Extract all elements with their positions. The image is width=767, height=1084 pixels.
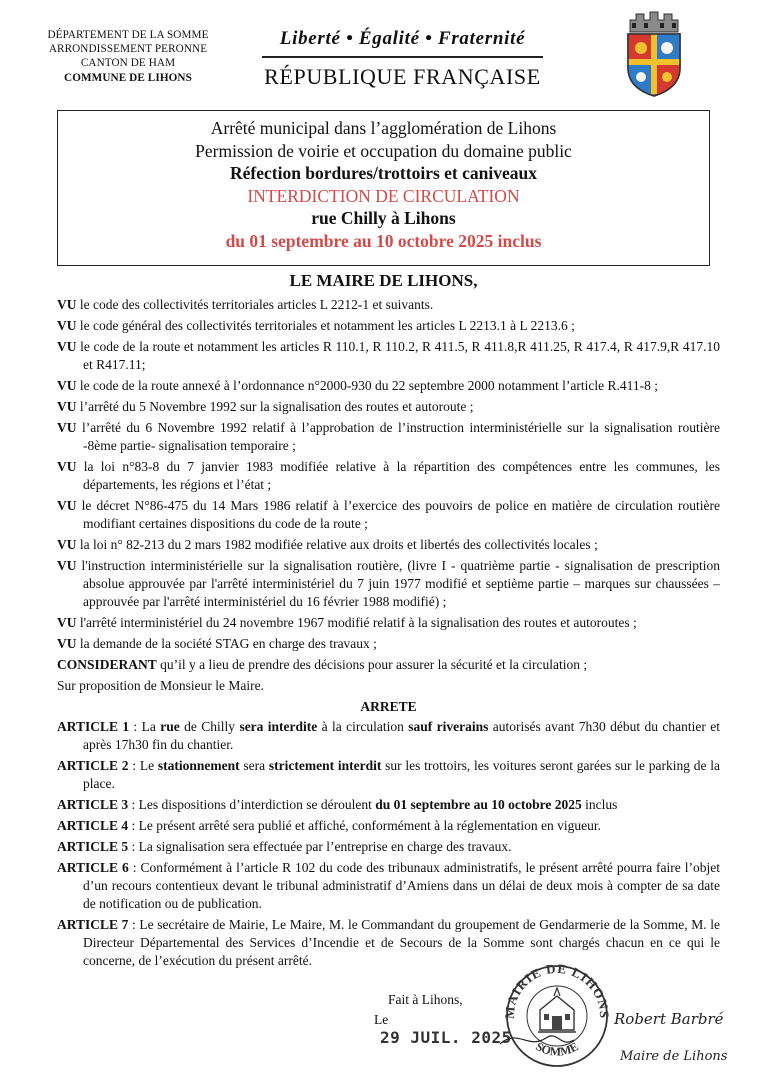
vu-label: VU — [57, 318, 77, 333]
article-label: ARTICLE 2 — [57, 758, 129, 773]
article-emphasis: sauf riverains — [408, 719, 489, 734]
article-2 — [57, 757, 720, 793]
vu-label: VU — [57, 297, 77, 312]
signed-date-label: Le — [374, 1012, 389, 1027]
considerant-item — [57, 656, 720, 674]
town-hall-seal — [498, 958, 616, 1068]
title-line-permission: Permission de voirie et occupation du domaine public — [195, 140, 572, 161]
arrete-heading: ARRETE — [360, 699, 417, 714]
article-emphasis: rue — [160, 719, 180, 734]
vu-item — [57, 398, 720, 416]
vu-label: VU — [57, 537, 77, 552]
article-label: ARTICLE 4 — [57, 818, 129, 833]
title-box — [57, 110, 710, 266]
article-label: ARTICLE 6 — [57, 860, 129, 875]
vu-label: VU — [57, 339, 77, 354]
article-text: autorisés avant 7h30 début du chantier et après 17h30 fin du chantier. — [83, 719, 720, 752]
article-label: ARTICLE 3 — [57, 797, 129, 812]
article-1 — [57, 718, 720, 754]
article-4 — [57, 817, 720, 835]
article-text: de Chilly — [179, 719, 240, 734]
issuer-canton: CANTON DE HAM — [80, 57, 176, 70]
vu-label: VU — [57, 615, 77, 630]
vu-item — [57, 458, 720, 494]
vu-item — [57, 419, 720, 455]
title-line-prohibition: INTERDICTION DE CIRCULATION — [247, 185, 520, 206]
signed-date-stamp: 29 JUIL. 2025 — [380, 1028, 512, 1047]
vu-text: la demande de la société STAG en charge des travaux ; — [79, 636, 377, 651]
article-5 — [57, 838, 720, 856]
vu-text: le code de la route et notamment les articles R 110.1, R 110.2, R 411.5, R 411.8,R 411.25, R 417.4, R 417.9,R 417.10 et R417.11; — [80, 339, 721, 372]
article-text: : Conformément à l’article R 102 du code des tribunaux administratifs, le présent arrêté pourra faire l’objet d’un recours contentieux devant le tribunal administratif d’Amiens dans un délai de deux mois à compter de sa date de notification ou de publication. — [83, 860, 720, 911]
article-3 — [57, 796, 720, 814]
considerant-label: CONSIDERANT — [57, 657, 157, 672]
vu-item — [57, 614, 720, 632]
article-emphasis: stationnement — [157, 758, 240, 773]
article-text: : La — [129, 719, 161, 734]
vu-label: VU — [57, 498, 77, 513]
vu-text: l'arrêté interministériel du 24 novembre 1967 modifié relatif à la signalisation des routes et autoroutes ; — [79, 615, 637, 630]
republic-motto: Liberté • Égalité • Fraternité — [279, 28, 526, 49]
article-text: sur les trottoirs, les voitures seront garées sur le parking de la place. — [83, 758, 720, 791]
article-text: sera — [239, 758, 269, 773]
article-text: : Le — [128, 758, 158, 773]
vu-item — [57, 317, 720, 335]
vu-text: la loi n°83-8 du 7 janvier 1983 modifiée relative à la répartition des compétences entre les communes, les départements, les régions et l’état ; — [83, 459, 720, 492]
article-text: inclus — [581, 797, 618, 812]
proposition-line: Sur proposition de Monsieur le Maire. — [57, 678, 264, 693]
vu-label: VU — [57, 558, 77, 573]
vu-text: le code général des collectivités territoriales et notamment les articles L 2213.1 à L 2213.6 ; — [79, 318, 575, 333]
article-label: ARTICLE 1 — [57, 719, 130, 734]
vu-text: le code de la route annexé à l’ordonnance n°2000-930 du 22 septembre 2000 notamment l’article R.411-8 ; — [79, 378, 658, 393]
article-7 — [57, 916, 720, 970]
signature-icon — [612, 998, 732, 1078]
article-label: ARTICLE 5 — [57, 839, 129, 854]
coat-of-arms-icon — [622, 10, 686, 98]
vu-item — [57, 296, 720, 314]
article-text: : La signalisation sera effectuée par l’entreprise en charge des travaux. — [128, 839, 512, 854]
vu-text: le code des collectivités territoriales articles L 2212-1 et suivants. — [79, 297, 434, 312]
vu-label: VU — [57, 636, 77, 651]
issuer-department: DÉPARTEMENT DE LA SOMME — [47, 29, 209, 41]
vu-item — [57, 377, 720, 395]
vu-text: le décret N°86-475 du 14 Mars 1986 relatif à l’exercice des pouvoirs de police en matière de circulation routière modifiant certaines dispositions du code de la route ; — [81, 498, 721, 531]
article-text: : Les dispositions d’interdiction se déroulent — [128, 797, 376, 812]
signature-title-text: Maire de Lihons — [620, 1049, 728, 1064]
decree-body — [57, 296, 720, 973]
article-emphasis: du 01 septembre au 10 octobre 2025 — [375, 797, 582, 812]
title-line-agglomeration: Arrêté municipal dans l’agglomération de Lihons — [210, 118, 557, 138]
article-label: ARTICLE 7 — [57, 917, 129, 932]
title-line-street: rue Chilly à Lihons — [311, 208, 456, 228]
vu-label: VU — [57, 420, 77, 435]
seal-bottom-text: SOMME — [533, 1039, 581, 1059]
issuer-arrondissement: ARRONDISSEMENT PERONNE — [48, 43, 208, 56]
vu-text: l’arrêté du 6 Novembre 1992 relatif à l’approbation de l’instruction interministérielle sur la signalisation routière -8ème partie- signalisation temporaire ; — [81, 420, 720, 453]
article-emphasis: strictement interdit — [268, 758, 382, 773]
motto-divider — [262, 56, 543, 58]
vu-text: l'instruction interministérielle sur la signalisation routière, (livre I - quatrième partie - signalisation de prescription absolue approuvée par l'arrêté interministériel du 7 juin 1977 modifié et septième partie – marques sur chaussées – approuvée par l'arrêté interministériel du 16 février 1988 modifié) ; — [81, 558, 720, 609]
vu-text: l’arrêté du 5 Novembre 1992 sur la signalisation des routes et autoroute ; — [79, 399, 474, 414]
article-emphasis: sera interdite — [239, 719, 318, 734]
republic-name: RÉPUBLIQUE FRANÇAISE — [264, 64, 541, 89]
issuer-commune: COMMUNE DE LIHONS — [64, 71, 192, 84]
mayor-heading: LE MAIRE DE LIHONS, — [289, 271, 478, 290]
vu-item — [57, 497, 720, 533]
vu-label: VU — [57, 378, 77, 393]
article-text: : Le présent arrêté sera publié et affiché, conformément à la réglementation en vigueur. — [128, 818, 601, 833]
signature-name-text: Robert Barbré — [614, 1010, 724, 1028]
vu-label: VU — [57, 399, 77, 414]
vu-item — [57, 635, 720, 653]
seal-top-text: MAIRIE DE LIHONS — [501, 960, 613, 1020]
article-6 — [57, 859, 720, 913]
title-line-works: Réfection bordures/trottoirs et caniveaux — [229, 163, 537, 183]
signed-place: Fait à Lihons, — [388, 992, 463, 1007]
svg-text:SOMME — [533, 1039, 580, 1058]
title-line-dates: du 01 septembre au 10 octobre 2025 inclus — [225, 230, 542, 251]
mayor-signature — [612, 998, 732, 1078]
issuer-block — [28, 28, 228, 85]
vu-label: VU — [57, 459, 77, 474]
article-text: : Le secrétaire de Mairie, Le Maire, M. le Commandant du groupement de Gendarmerie de la Somme, M. le Directeur Départemental des Services d’Incendie et de Secours de la Somme sont chargés chacun en ce qui le concerne, de l’exécution du présent arrêté. — [83, 917, 720, 968]
vu-item — [57, 338, 720, 374]
vu-text: la loi n° 82-213 du 2 mars 1982 modifiée relative aux droits et libertés des collectivités locales ; — [79, 537, 598, 552]
vu-item — [57, 557, 720, 611]
article-text: à la circulation — [317, 719, 409, 734]
vu-item — [57, 536, 720, 554]
considerant-text: qu’il y a lieu de prendre des décisions pour assurer la sécurité et la circulation ; — [156, 657, 588, 672]
